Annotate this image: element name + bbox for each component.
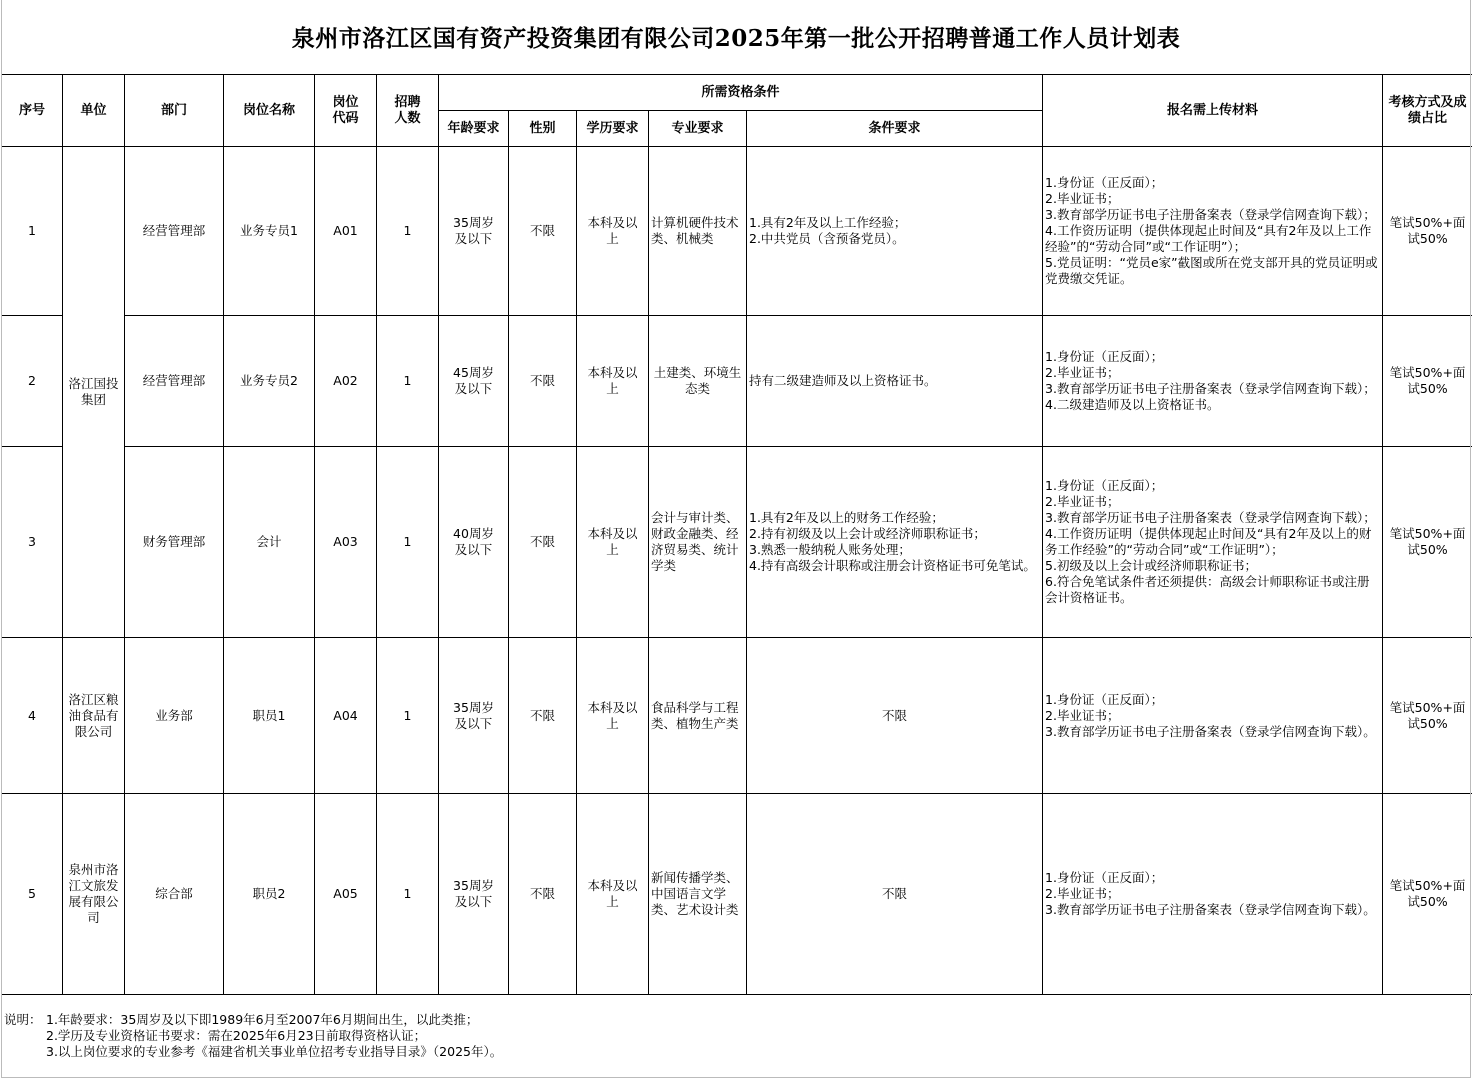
- condition-line: 3.熟悉一般纳税人账务处理；: [749, 542, 911, 557]
- cell-age: 45周岁及以下: [439, 316, 509, 447]
- material-line: 1.身份证（正反面）；: [1045, 349, 1164, 364]
- notes-lead: 说明：: [4, 1012, 42, 1027]
- material-line: 2.毕业证书；: [1045, 365, 1120, 380]
- note-text: 3.以上岗位要求的专业参考《福建省机关事业单位招考专业指导目录》（2025年）。: [46, 1044, 503, 1059]
- material-line: 4.工作资历证明（提供体现起止时间及“具有2年及以上工作经验”的“劳动合同”或“工作证明”）；: [1045, 223, 1372, 254]
- header-assessment: 考核方式及成绩占比: [1383, 75, 1472, 147]
- material-line: 3.教育部学历证书电子注册备案表（登录学信网查询下载）；: [1045, 510, 1376, 525]
- page-title: 泉州市洛江区国有资产投资集团有限公司2025年第一批公开招聘普通工作人员计划表: [291, 25, 1181, 52]
- condition-line: 4.持有高级会计职称或注册会计资格证书可免笔试。: [749, 558, 1036, 573]
- note-text: 2.学历及专业资格证书要求：需在2025年6月23日前取得资格认证；: [46, 1028, 427, 1043]
- cell-count: 1: [377, 638, 439, 794]
- material-line: 5.初级及以上会计或经济师职称证书；: [1045, 558, 1257, 573]
- cell-unit: 洛江国投集团: [63, 147, 125, 638]
- material-line: 3.教育部学历证书电子注册备案表（登录学信网查询下载）。: [1045, 902, 1376, 917]
- material-line: 6.符合免笔试条件者还须提供：高级会计师职称证书或注册会计资格证书。: [1045, 574, 1370, 605]
- cell-materials: [1043, 447, 1383, 638]
- condition-line: 持有二级建造师及以上资格证书。: [749, 373, 937, 388]
- material-line: 1.身份证（正反面）；: [1045, 175, 1164, 190]
- table-row: [2, 316, 1472, 447]
- cell-position: 职员2: [224, 794, 315, 995]
- cell-major: 土建类、环境生态类: [649, 316, 747, 447]
- cell-materials: [1043, 147, 1383, 316]
- note-line: [4, 1028, 1464, 1044]
- header-education: 学历要求: [577, 111, 649, 147]
- cell-assessment: 笔试50%+面试50%: [1383, 316, 1472, 447]
- cell-dept: 业务部: [125, 638, 224, 794]
- cell-dept: 经营管理部: [125, 316, 224, 447]
- cell-gender: 不限: [509, 638, 577, 794]
- cell-count: 1: [377, 447, 439, 638]
- cell-code: A04: [315, 638, 377, 794]
- cell-major: 新闻传播学类、中国语言文学类、艺术设计类: [649, 794, 747, 995]
- cell-seq: 1: [2, 147, 63, 316]
- cell-age: 35周岁及以下: [439, 638, 509, 794]
- material-line: 2.毕业证书；: [1045, 886, 1120, 901]
- note-line: [4, 1044, 1464, 1060]
- cell-materials: [1043, 638, 1383, 794]
- material-line: 1.身份证（正反面）；: [1045, 478, 1164, 493]
- table-row: [2, 794, 1472, 995]
- cell-major: 计算机硬件技术类、机械类: [649, 147, 747, 316]
- cell-major: 食品科学与工程类、植物生产类: [649, 638, 747, 794]
- cell-education: 本科及以上: [577, 638, 649, 794]
- material-line: 2.毕业证书；: [1045, 494, 1120, 509]
- header-conditions: 条件要求: [747, 111, 1043, 147]
- cell-seq: 3: [2, 447, 63, 638]
- cell-materials: [1043, 316, 1383, 447]
- cell-conditions: [747, 316, 1043, 447]
- cell-code: A05: [315, 794, 377, 995]
- cell-assessment: 笔试50%+面试50%: [1383, 794, 1472, 995]
- material-line: 4.工作资历证明（提供体现起止时间及“具有2年及以上的财务工作经验”的“劳动合同”或“工作证明”）；: [1045, 526, 1372, 557]
- cell-assessment: 笔试50%+面试50%: [1383, 638, 1472, 794]
- material-line: 2.毕业证书；: [1045, 191, 1120, 206]
- condition-line: 1.具有2年及以上的财务工作经验；: [749, 510, 944, 525]
- cell-code: A02: [315, 316, 377, 447]
- note-line: [4, 1012, 1464, 1028]
- condition-line: 1.具有2年及以上工作经验；: [749, 215, 907, 230]
- cell-position: 业务专员2: [224, 316, 315, 447]
- header-gender: 性别: [509, 111, 577, 147]
- cell-position: 会计: [224, 447, 315, 638]
- cell-position: 业务专员1: [224, 147, 315, 316]
- header-age: 年龄要求: [439, 111, 509, 147]
- header-code: 岗位代码: [315, 75, 377, 147]
- cell-gender: 不限: [509, 316, 577, 447]
- header-major: 专业要求: [649, 111, 747, 147]
- cell-count: 1: [377, 147, 439, 316]
- cell-dept: 综合部: [125, 794, 224, 995]
- material-line: 4.二级建造师及以上资格证书。: [1045, 397, 1220, 412]
- cell-assessment: 笔试50%+面试50%: [1383, 447, 1472, 638]
- cell-position: 职员1: [224, 638, 315, 794]
- cell-education: 本科及以上: [577, 794, 649, 995]
- cell-gender: 不限: [509, 447, 577, 638]
- material-line: 2.毕业证书；: [1045, 707, 1120, 723]
- material-line: 3.教育部学历证书电子注册备案表（登录学信网查询下载）。: [1045, 723, 1376, 739]
- note-text: 1.年龄要求：35周岁及以下即1989年6月至2007年6月期间出生，以此类推；: [46, 1012, 479, 1027]
- cell-dept: 经营管理部: [125, 147, 224, 316]
- cell-code: A03: [315, 447, 377, 638]
- material-line: 3.教育部学历证书电子注册备案表（登录学信网查询下载）；: [1045, 381, 1376, 396]
- cell-conditions: [747, 147, 1043, 316]
- cell-gender: 不限: [509, 147, 577, 316]
- cell-unit: 洛江区粮油食品有限公司: [63, 638, 125, 794]
- cell-seq: 4: [2, 638, 63, 794]
- table-row: [2, 447, 1472, 638]
- header-materials: 报名需上传材料: [1043, 75, 1383, 147]
- cell-age: 35周岁及以下: [439, 794, 509, 995]
- cell-assessment: 笔试50%+面试50%: [1383, 147, 1472, 316]
- table-row: [2, 147, 1472, 316]
- cell-age: 40周岁及以下: [439, 447, 509, 638]
- cell-gender: 不限: [509, 794, 577, 995]
- cell-count: 1: [377, 316, 439, 447]
- notes: [4, 1012, 1464, 1060]
- condition-line: 2.中共党员（含预备党员）。: [749, 231, 905, 246]
- cell-conditions: [747, 447, 1043, 638]
- cell-age: 35周岁及以下: [439, 147, 509, 316]
- material-line: 1.身份证（正反面）；: [1045, 870, 1164, 885]
- material-line: 5.党员证明：“党员e家”截图或所在党支部开具的党员证明或党费缴交凭证。: [1045, 255, 1378, 286]
- header-position: 岗位名称: [224, 75, 315, 147]
- material-line: 3.教育部学历证书电子注册备案表（登录学信网查询下载）；: [1045, 207, 1376, 222]
- cell-education: 本科及以上: [577, 147, 649, 316]
- cell-dept: 财务管理部: [125, 447, 224, 638]
- cell-unit: 泉州市洛江文旅发展有限公司: [63, 794, 125, 995]
- cell-code: A01: [315, 147, 377, 316]
- cell-education: 本科及以上: [577, 316, 649, 447]
- header-unit: 单位: [63, 75, 125, 147]
- cell-materials: [1043, 794, 1383, 995]
- header-seq: 序号: [2, 75, 63, 147]
- cell-conditions: 不限: [747, 638, 1043, 794]
- header-count: 招聘人数: [377, 75, 439, 147]
- condition-line: 2.持有初级及以上会计或经济师职称证书；: [749, 526, 986, 541]
- material-line: 1.身份证（正反面）；: [1045, 691, 1164, 707]
- cell-seq: 2: [2, 316, 63, 447]
- header-qualifications: 所需资格条件: [439, 75, 1043, 111]
- recruitment-table: [1, 74, 1472, 995]
- cell-conditions: 不限: [747, 794, 1043, 995]
- cell-major: 会计与审计类、财政金融类、经济贸易类、统计学类: [649, 447, 747, 638]
- cell-seq: 5: [2, 794, 63, 995]
- table-row: [2, 638, 1472, 794]
- cell-count: 1: [377, 794, 439, 995]
- cell-education: 本科及以上: [577, 447, 649, 638]
- header-dept: 部门: [125, 75, 224, 147]
